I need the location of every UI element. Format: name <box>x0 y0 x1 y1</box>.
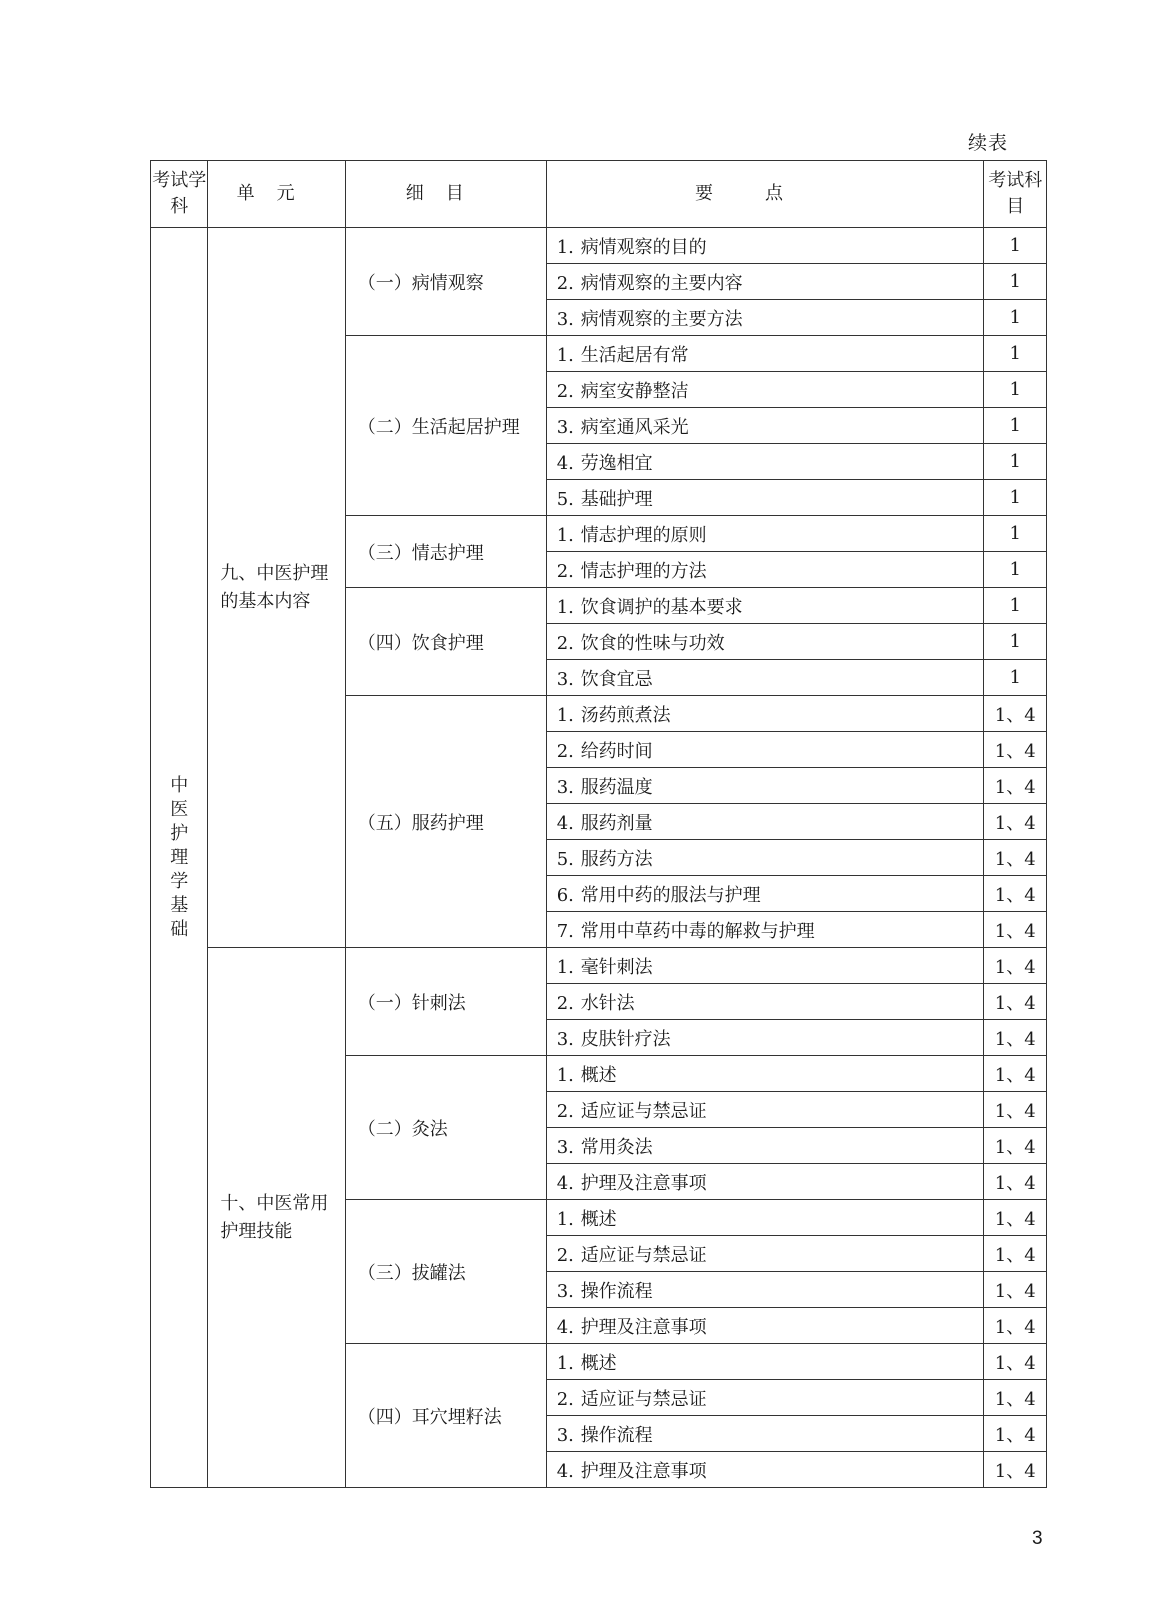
point-number: 2. <box>556 560 574 582</box>
exam-code-cell: 1 <box>984 480 1047 516</box>
exam-code-cell: 1、4 <box>984 912 1047 948</box>
point-cell <box>546 804 984 840</box>
point-text: 汤药煎煮法 <box>580 704 671 726</box>
point-number: 1. <box>556 236 574 258</box>
point-number: 1. <box>556 704 574 726</box>
exam-code-cell: 1、4 <box>984 732 1047 768</box>
exam-code-cell: 1、4 <box>984 1380 1047 1416</box>
point-number: 3. <box>556 416 574 438</box>
exam-code-cell: 1、4 <box>984 1200 1047 1236</box>
point-number: 1. <box>556 524 574 546</box>
point-number: 3. <box>556 776 574 798</box>
point-cell <box>546 1452 984 1488</box>
point-text: 适应证与禁忌证 <box>580 1244 707 1266</box>
point-text: 常用中药的服法与护理 <box>580 884 761 906</box>
point-cell <box>546 1272 984 1308</box>
point-text: 服药剂量 <box>580 812 653 834</box>
exam-code-cell: 1 <box>984 660 1047 696</box>
unit-label: 十、中医常用护理技能 <box>220 1192 329 1242</box>
point-number: 1. <box>556 344 574 366</box>
exam-code-cell: 1 <box>984 300 1047 336</box>
exam-code-cell: 1 <box>984 264 1047 300</box>
unit-cell <box>208 228 345 948</box>
point-text: 操作流程 <box>580 1424 653 1446</box>
subject-label: 中医护理学基础 <box>170 774 189 940</box>
detail-cell: （一）病情观察 <box>345 228 546 336</box>
point-text: 病室安静整洁 <box>580 380 689 402</box>
point-cell <box>546 588 984 624</box>
point-number: 2. <box>556 1244 574 1266</box>
table-row <box>151 228 1047 264</box>
point-number: 3. <box>556 1424 574 1446</box>
point-number: 4. <box>556 1460 574 1482</box>
point-cell <box>546 1308 984 1344</box>
point-text: 病情观察的主要方法 <box>580 308 743 330</box>
point-number: 1. <box>556 1064 574 1086</box>
point-text: 护理及注意事项 <box>580 1316 707 1338</box>
point-cell <box>546 516 984 552</box>
point-text: 毫针刺法 <box>580 956 653 978</box>
point-text: 服药方法 <box>580 848 653 870</box>
detail-cell: （一）针刺法 <box>345 948 546 1056</box>
point-text: 病室通风采光 <box>580 416 689 438</box>
exam-code-cell: 1、4 <box>984 1128 1047 1164</box>
point-cell <box>546 264 984 300</box>
point-number: 3. <box>556 1028 574 1050</box>
point-number: 1. <box>556 956 574 978</box>
point-number: 3. <box>556 668 574 690</box>
exam-code-cell: 1、4 <box>984 804 1047 840</box>
page-number: 3 <box>1032 1528 1043 1549</box>
point-cell <box>546 732 984 768</box>
header-detail: 细目 <box>345 161 546 228</box>
exam-code-cell: 1 <box>984 372 1047 408</box>
exam-code-cell: 1、4 <box>984 1164 1047 1200</box>
point-number: 2. <box>556 992 574 1014</box>
exam-code-cell: 1 <box>984 444 1047 480</box>
point-cell <box>546 300 984 336</box>
exam-code-cell: 1 <box>984 336 1047 372</box>
point-text: 护理及注意事项 <box>580 1172 707 1194</box>
point-cell <box>546 444 984 480</box>
point-text: 劳逸相宜 <box>580 452 653 474</box>
point-cell <box>546 1092 984 1128</box>
point-text: 概述 <box>580 1352 617 1374</box>
point-number: 1. <box>556 1208 574 1230</box>
detail-cell: （三）拔罐法 <box>345 1200 546 1344</box>
exam-code-cell: 1、4 <box>984 1272 1047 1308</box>
point-cell <box>546 480 984 516</box>
exam-code-cell: 1、4 <box>984 984 1047 1020</box>
point-cell <box>546 984 984 1020</box>
header-exam-code: 考试科目 <box>984 161 1047 228</box>
point-number: 4. <box>556 1316 574 1338</box>
exam-code-cell: 1、4 <box>984 1020 1047 1056</box>
header-subject: 考试学科 <box>151 161 208 228</box>
point-text: 饮食调护的基本要求 <box>580 596 743 618</box>
point-text: 生活起居有常 <box>580 344 689 366</box>
exam-code-cell: 1、4 <box>984 1092 1047 1128</box>
point-text: 病情观察的主要内容 <box>580 272 743 294</box>
table-header <box>151 161 1047 228</box>
point-text: 适应证与禁忌证 <box>580 1388 707 1410</box>
point-cell <box>546 840 984 876</box>
point-cell <box>546 624 984 660</box>
exam-code-cell: 1、4 <box>984 1308 1047 1344</box>
point-number: 4. <box>556 452 574 474</box>
syllabus-table <box>150 160 1047 1488</box>
exam-code-cell: 1 <box>984 588 1047 624</box>
point-cell <box>546 336 984 372</box>
point-cell <box>546 1128 984 1164</box>
exam-code-cell: 1 <box>984 228 1047 264</box>
point-text: 服药温度 <box>580 776 653 798</box>
point-number: 3. <box>556 1280 574 1302</box>
point-cell <box>546 1344 984 1380</box>
point-cell <box>546 1200 984 1236</box>
point-text: 常用灸法 <box>580 1136 653 1158</box>
exam-code-cell: 1、4 <box>984 696 1047 732</box>
exam-code-cell: 1、4 <box>984 1416 1047 1452</box>
detail-cell: （三）情志护理 <box>345 516 546 588</box>
point-cell <box>546 1020 984 1056</box>
point-cell <box>546 912 984 948</box>
point-cell <box>546 408 984 444</box>
point-number: 5. <box>556 848 574 870</box>
exam-code-cell: 1 <box>984 516 1047 552</box>
unit-label: 九、中医护理的基本内容 <box>220 562 329 612</box>
point-cell <box>546 876 984 912</box>
point-cell <box>546 948 984 984</box>
point-text: 概述 <box>580 1208 617 1230</box>
detail-cell: （四）耳穴埋籽法 <box>345 1344 546 1488</box>
header-unit: 单元 <box>208 161 345 228</box>
point-number: 3. <box>556 308 574 330</box>
continued-label: 续表 <box>968 132 1009 154</box>
point-number: 6. <box>556 884 574 906</box>
point-cell <box>546 372 984 408</box>
point-text: 适应证与禁忌证 <box>580 1100 707 1122</box>
point-number: 4. <box>556 1172 574 1194</box>
point-cell <box>546 1380 984 1416</box>
point-text: 饮食的性味与功效 <box>580 632 725 654</box>
point-text: 基础护理 <box>580 488 653 510</box>
point-number: 2. <box>556 272 574 294</box>
exam-code-cell: 1、4 <box>984 840 1047 876</box>
point-text: 皮肤针疗法 <box>580 1028 671 1050</box>
detail-cell: （五）服药护理 <box>345 696 546 948</box>
point-number: 1. <box>556 1352 574 1374</box>
point-text: 病情观察的目的 <box>580 236 707 258</box>
point-number: 2. <box>556 740 574 762</box>
point-cell <box>546 696 984 732</box>
point-cell <box>546 660 984 696</box>
exam-code-cell: 1、4 <box>984 948 1047 984</box>
point-text: 情志护理的方法 <box>580 560 707 582</box>
exam-code-cell: 1、4 <box>984 768 1047 804</box>
detail-cell: （二）灸法 <box>345 1056 546 1200</box>
point-cell <box>546 1164 984 1200</box>
point-text: 给药时间 <box>580 740 653 762</box>
table-row <box>151 948 1047 984</box>
point-number: 1. <box>556 596 574 618</box>
point-text: 情志护理的原则 <box>580 524 707 546</box>
point-number: 2. <box>556 1100 574 1122</box>
point-text: 水针法 <box>580 992 635 1014</box>
point-number: 5. <box>556 488 574 510</box>
exam-code-cell: 1、4 <box>984 1236 1047 1272</box>
point-number: 3. <box>556 1136 574 1158</box>
subject-cell <box>151 228 208 1488</box>
header-points: 要点 <box>546 161 984 228</box>
exam-code-cell: 1 <box>984 552 1047 588</box>
exam-code-cell: 1 <box>984 408 1047 444</box>
point-number: 2. <box>556 1388 574 1410</box>
exam-code-cell: 1、4 <box>984 1344 1047 1380</box>
point-text: 操作流程 <box>580 1280 653 1302</box>
point-number: 4. <box>556 812 574 834</box>
exam-code-cell: 1、4 <box>984 1056 1047 1092</box>
point-cell <box>546 1416 984 1452</box>
point-cell <box>546 1236 984 1272</box>
point-text: 概述 <box>580 1064 617 1086</box>
table-body <box>151 228 1047 1488</box>
point-cell <box>546 768 984 804</box>
point-cell <box>546 552 984 588</box>
point-cell <box>546 1056 984 1092</box>
point-text: 饮食宜忌 <box>580 668 653 690</box>
point-text: 护理及注意事项 <box>580 1460 707 1482</box>
detail-cell: （四）饮食护理 <box>345 588 546 696</box>
exam-code-cell: 1、4 <box>984 1452 1047 1488</box>
unit-cell <box>208 948 345 1488</box>
exam-code-cell: 1、4 <box>984 876 1047 912</box>
exam-code-cell: 1 <box>984 624 1047 660</box>
point-number: 2. <box>556 632 574 654</box>
point-number: 7. <box>556 920 574 942</box>
detail-cell: （二）生活起居护理 <box>345 336 546 516</box>
point-cell <box>546 228 984 264</box>
point-text: 常用中草药中毒的解救与护理 <box>580 920 815 942</box>
point-number: 2. <box>556 380 574 402</box>
